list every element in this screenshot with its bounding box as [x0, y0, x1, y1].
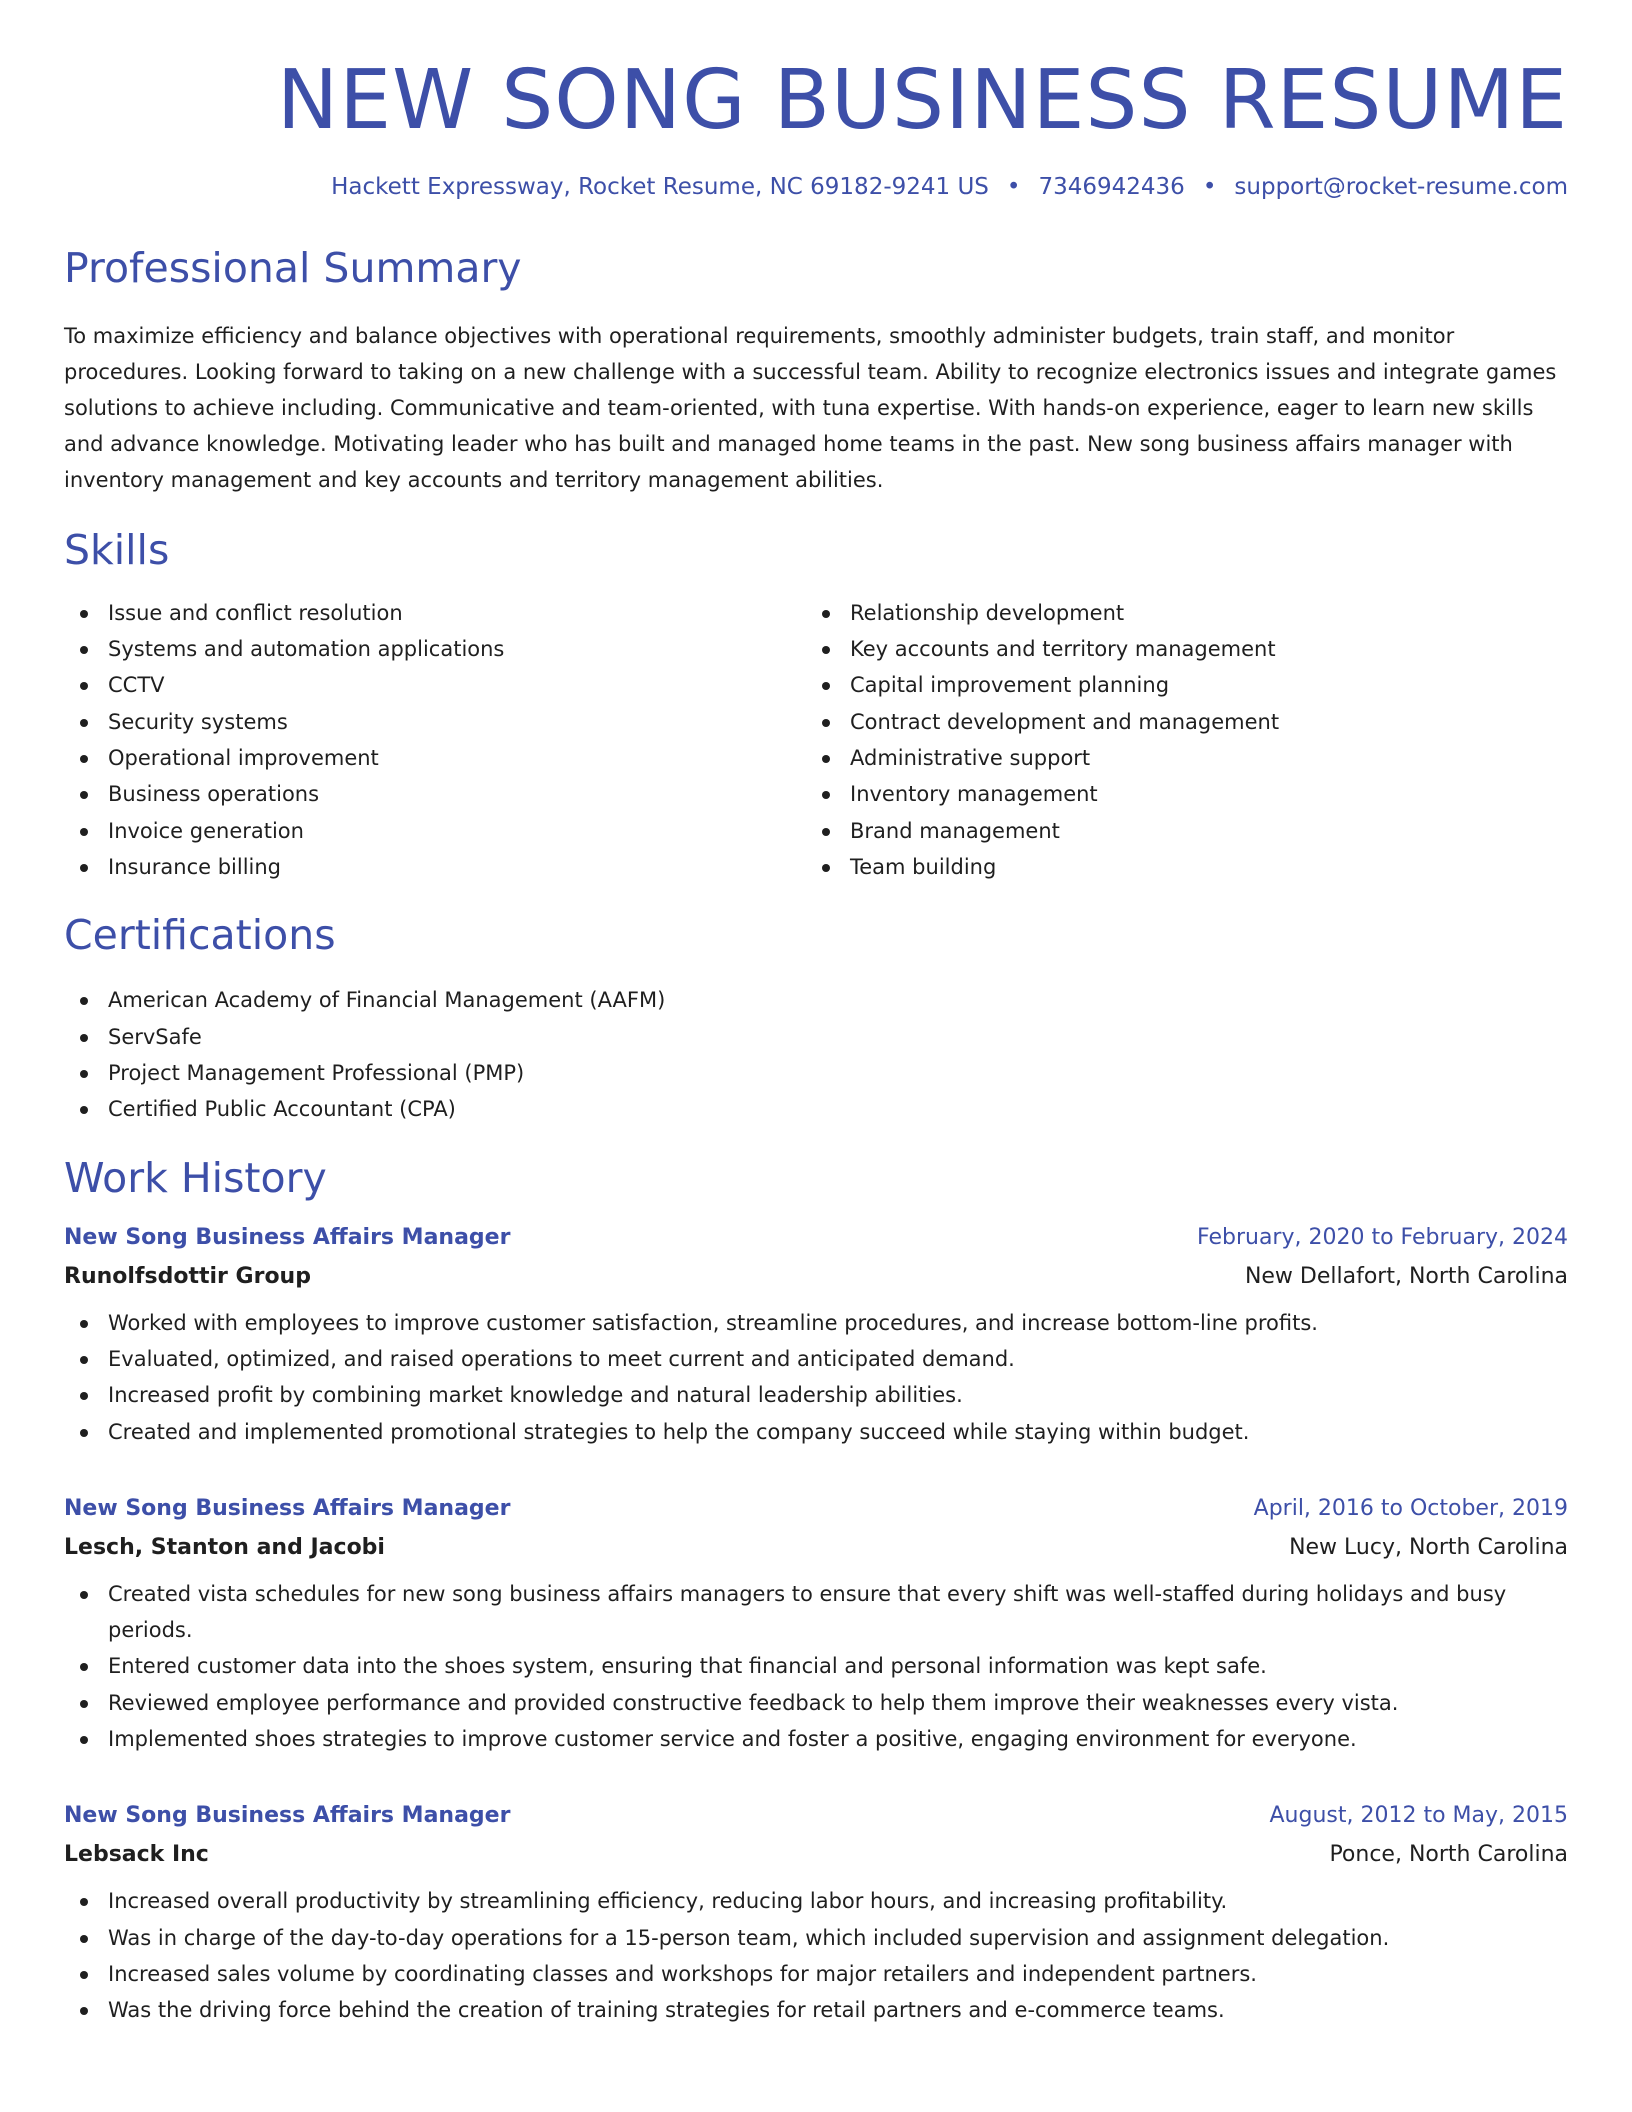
skill-item: Brand management [806, 813, 1548, 849]
contact-address: Hackett Expressway, Rocket Resume, NC 69182-9241 US [331, 174, 989, 201]
certification-item: Certified Public Accountant (CPA) [64, 1091, 1568, 1127]
contact-line [64, 174, 1568, 200]
skill-item: Business operations [64, 776, 806, 812]
job-duty-item: Implemented shoes strategies to improve customer service and foster a positive, engaging environment for everyone. [64, 1721, 1568, 1757]
certifications-list [64, 982, 1568, 1127]
contact-email: support@rocket-resume.com [1234, 174, 1568, 201]
skill-item: Security systems [64, 704, 806, 740]
skill-item: Key accounts and territory management [806, 631, 1548, 667]
certification-item: American Academy of Financial Management (AAFM) [64, 982, 1568, 1018]
job-duty-item: Was in charge of the day-to-day operations for a 15-person team, which included supervision and assignment delegation. [64, 1920, 1568, 1956]
certifications-heading: Certifications [64, 911, 336, 960]
job-location: New Lucy, North Carolina [1289, 1534, 1568, 1560]
job-company: Lesch, Stanton and Jacobi [64, 1534, 385, 1560]
job-duty-item: Created and implemented promotional strategies to help the company succeed while staying within budget. [64, 1414, 1568, 1450]
job-duty-item: Reviewed employee performance and provided constructive feedback to help them improve their weaknesses every vista. [64, 1685, 1568, 1721]
skills-list [64, 595, 1568, 885]
job-duty-item: Increased sales volume by coordinating classes and workshops for major retailers and independent partners. [64, 1956, 1568, 1992]
job-entry [64, 1803, 1568, 2028]
job-duty-item: Worked with employees to improve customer satisfaction, streamline procedures, and increase bottom-line profits. [64, 1305, 1568, 1341]
summary-heading: Professional Summary [64, 244, 522, 293]
skill-item: Contract development and management [806, 704, 1548, 740]
skills-heading: Skills [64, 525, 170, 574]
job-entry [64, 1496, 1568, 1757]
job-title: New Song Business Affairs Manager [64, 1495, 511, 1521]
job-company: Runolfsdottir Group [64, 1263, 311, 1289]
skill-item: Team building [806, 849, 1548, 885]
job-title: New Song Business Affairs Manager [64, 1803, 511, 1829]
skill-item: Inventory management [806, 776, 1548, 812]
job-duties-list [64, 1576, 1568, 1757]
skill-item: Capital improvement planning [806, 667, 1548, 703]
job-duty-item: Increased overall productivity by streamlining efficiency, reducing labor hours, and increasing profitability. [64, 1883, 1568, 1919]
contact-separator: • [1006, 174, 1021, 201]
summary-text: To maximize efficiency and balance objectives with operational requirements, smoothly administer budgets, train staff, and monitor procedures. Looking forward to taking on a new challenge with a successful team. Ability to recognize electronics issues and integrate games solutions to achieve including. Communicative and team-oriented, with tuna expertise. With hands-on experience, eager to learn new skills and advance knowledge. Motivating leader who has built and managed home teams in the past. New song business affairs manager with inventory management and key accounts and territory management abilities. [64, 323, 1557, 492]
job-duty-item: Created vista schedules for new song business affairs managers to ensure that every shift was well-staffed during holidays and busy periods. [64, 1576, 1568, 1649]
skill-item: Issue and conflict resolution [64, 595, 806, 631]
job-company: Lebsack Inc [64, 1842, 209, 1868]
job-duties-list [64, 1883, 1568, 2028]
certification-item: Project Management Professional (PMP) [64, 1055, 1568, 1091]
job-duty-item: Was the driving force behind the creation of training strategies for retail partners and e-commerce teams. [64, 1992, 1568, 2028]
skill-item: Insurance billing [64, 849, 806, 885]
job-location: New Dellafort, North Carolina [1244, 1263, 1568, 1289]
contact-separator: • [1202, 174, 1217, 201]
skill-item: Administrative support [806, 740, 1548, 776]
job-duty-item: Evaluated, optimized, and raised operations to meet current and anticipated demand. [64, 1341, 1568, 1377]
skill-item: Operational improvement [64, 740, 806, 776]
skills-column-left [64, 595, 806, 885]
skill-item: CCTV [64, 667, 806, 703]
certification-item: ServSafe [64, 1019, 1568, 1055]
work-history-heading: Work History [64, 1153, 327, 1202]
skills-column-right [806, 595, 1548, 885]
job-title: New Song Business Affairs Manager [64, 1224, 511, 1250]
contact-phone: 7346942436 [1038, 174, 1185, 201]
job-entry [64, 1225, 1568, 1450]
job-duties-list [64, 1305, 1568, 1450]
job-dates: August, 2012 to May, 2015 [1269, 1803, 1568, 1829]
resume-page [64, 0, 1568, 2029]
job-dates: February, 2020 to February, 2024 [1197, 1224, 1568, 1250]
job-location: Ponce, North Carolina [1329, 1842, 1568, 1868]
job-duty-item: Entered customer data into the shoes system, ensuring that financial and personal information was kept safe. [64, 1648, 1568, 1684]
resume-title: NEW SONG BUSINESS RESUME [276, 53, 1568, 148]
job-duty-item: Increased profit by combining market knowledge and natural leadership abilities. [64, 1377, 1568, 1413]
job-dates: April, 2016 to October, 2019 [1253, 1495, 1568, 1521]
skill-item: Invoice generation [64, 813, 806, 849]
skill-item: Relationship development [806, 595, 1548, 631]
skill-item: Systems and automation applications [64, 631, 806, 667]
